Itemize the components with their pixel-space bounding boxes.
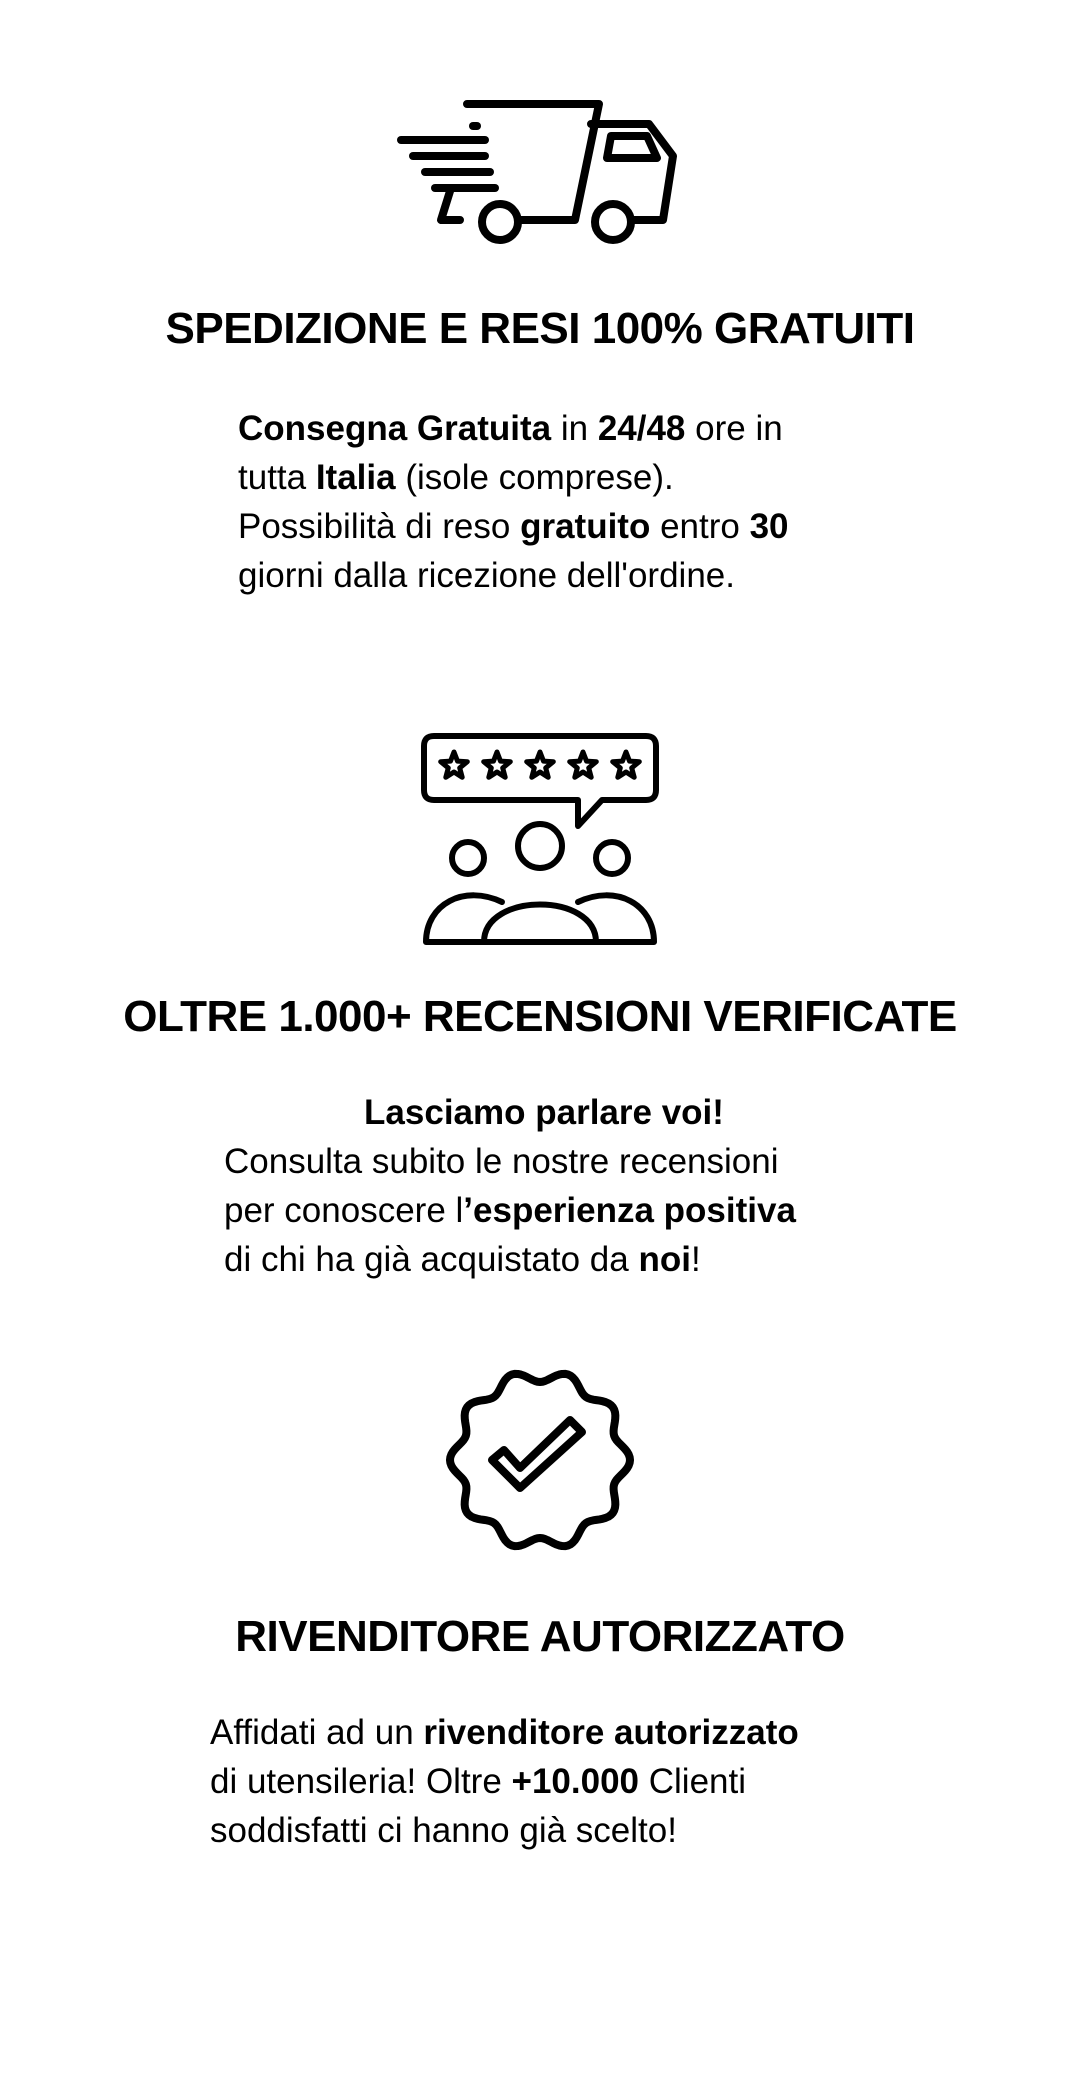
description-line bbox=[238, 502, 789, 551]
bold-text: 24/48 bbox=[597, 409, 686, 448]
text: Possibilità di reso bbox=[238, 507, 521, 546]
description-line bbox=[238, 551, 789, 600]
reseller-description bbox=[210, 1708, 799, 1855]
description-line bbox=[224, 1137, 864, 1186]
text: Clienti bbox=[639, 1762, 747, 1801]
text: Consulta subito le nostre recensioni bbox=[224, 1142, 779, 1181]
bold-text: Consegna Gratuita bbox=[238, 409, 552, 448]
customer-reviews-icon bbox=[420, 732, 660, 948]
text: di utensileria! Oltre bbox=[210, 1762, 512, 1801]
star-icon bbox=[441, 752, 468, 777]
text: ore in bbox=[685, 409, 783, 448]
description-line bbox=[224, 1186, 864, 1235]
reviews-title: OLTRE 1.000+ RECENSIONI VERIFICATE bbox=[123, 992, 957, 1041]
description-line bbox=[224, 1235, 864, 1284]
text: di chi ha già acquistato da bbox=[224, 1240, 639, 1279]
reviews-description bbox=[224, 1088, 864, 1284]
text: entro bbox=[650, 507, 750, 546]
star-icon bbox=[484, 752, 511, 777]
text: tutta bbox=[238, 458, 316, 497]
description-line bbox=[210, 1708, 799, 1757]
bold-text: Lasciamo parlare voi! bbox=[364, 1093, 724, 1132]
bold-text: noi bbox=[638, 1240, 691, 1279]
bold-text: 30 bbox=[749, 507, 789, 546]
bold-text: rivenditore autorizzato bbox=[423, 1713, 799, 1752]
bold-text: Italia bbox=[315, 458, 396, 497]
bold-text: ’esperienza positiva bbox=[463, 1191, 796, 1230]
shipping-section bbox=[0, 0, 1080, 640]
delivery-truck-icon bbox=[395, 92, 685, 252]
description-line bbox=[224, 1088, 864, 1137]
text: in bbox=[551, 409, 598, 448]
shipping-title: SPEDIZIONE E RESI 100% GRATUITI bbox=[165, 304, 915, 353]
text: soddisfatti ci hanno già scelto! bbox=[210, 1811, 677, 1850]
description-line bbox=[210, 1757, 799, 1806]
bold-text: gratuito bbox=[520, 507, 651, 546]
bold-text: +10.000 bbox=[511, 1762, 640, 1801]
star-icon bbox=[570, 752, 597, 777]
text: giorni dalla ricezione dell'ordine. bbox=[238, 556, 735, 595]
description-line bbox=[210, 1806, 799, 1855]
text: per conoscere l bbox=[224, 1191, 464, 1230]
text: Affidati ad un bbox=[210, 1713, 424, 1752]
text: ! bbox=[690, 1240, 701, 1279]
star-icon bbox=[613, 752, 640, 777]
description-line bbox=[238, 404, 789, 453]
reseller-title: RIVENDITORE AUTORIZZATO bbox=[235, 1612, 845, 1661]
text: (isole comprese). bbox=[395, 458, 674, 497]
verified-badge-icon bbox=[440, 1360, 640, 1560]
shipping-description bbox=[238, 404, 789, 600]
reviews-section bbox=[0, 700, 1080, 1320]
reseller-section bbox=[0, 1360, 1080, 1920]
description-line bbox=[238, 453, 789, 502]
star-icon bbox=[527, 752, 554, 777]
